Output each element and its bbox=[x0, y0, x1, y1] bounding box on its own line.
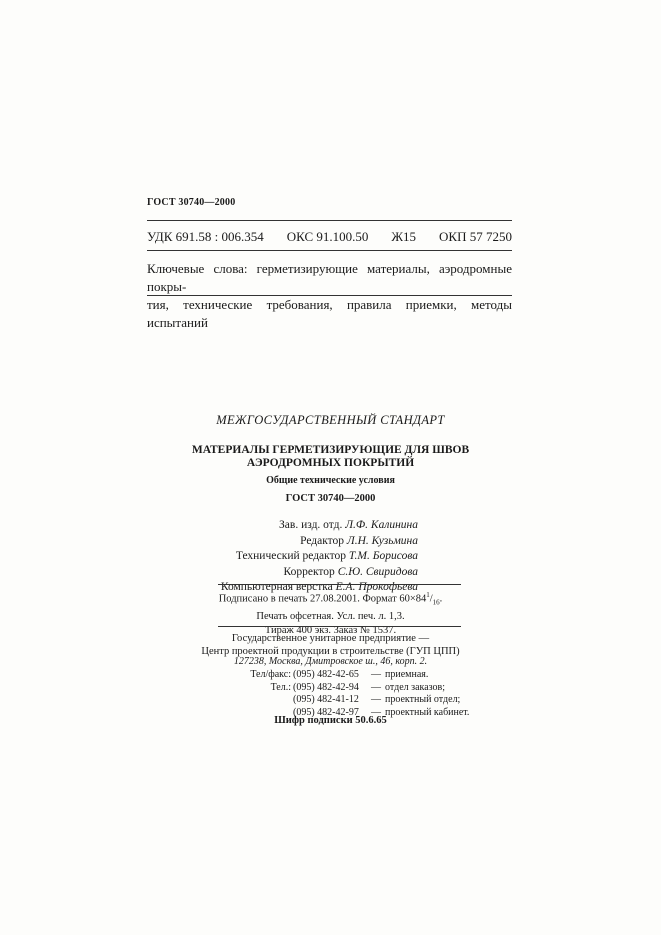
zh-code: Ж15 bbox=[391, 229, 417, 244]
credit-row bbox=[140, 565, 418, 581]
phone-list bbox=[243, 669, 469, 719]
phone-desc: проектный кабинет. bbox=[385, 706, 470, 718]
classification-codes bbox=[147, 229, 512, 245]
divider-credits bbox=[218, 584, 461, 585]
document-subtitle: Общие технические условия bbox=[266, 475, 395, 486]
phone-dash: — bbox=[371, 694, 381, 705]
header-standard-number: ГОСТ 30740—2000 bbox=[147, 197, 236, 208]
phone-label bbox=[243, 694, 293, 707]
signed-line: Подписано в печать 27.08.2001. Формат $60\times 84^1/_{16}$. bbox=[218, 591, 443, 607]
standard-kind: МЕЖГОСУДАРСТВЕННЫЙ СТАНДАРТ bbox=[216, 413, 445, 427]
phone-desc: проектный отдел; bbox=[385, 694, 461, 705]
keywords-line-2: тия, технические требования, правила приемки, методы испытаний bbox=[147, 297, 512, 330]
phone-label: Тел.: bbox=[270, 681, 291, 693]
subscription-code: Шифр подписки 50.6.65 bbox=[274, 715, 387, 726]
phone-label: Тел/факс: bbox=[250, 669, 291, 680]
phone-desc: отдел заказов; bbox=[385, 681, 446, 693]
credit-name: Т.М. Борисова bbox=[348, 550, 418, 562]
divider-printing bbox=[218, 626, 461, 627]
print-run-line: Тираж 400 экз. Заказ № 1537. bbox=[264, 624, 397, 636]
phone-dash: — bbox=[371, 669, 381, 680]
format-sup: 1 bbox=[426, 591, 430, 599]
phone-dash: — bbox=[371, 706, 381, 718]
phone-number: (095) 482-42-97 bbox=[293, 706, 359, 718]
publisher-address: 127238, Москва, Дмитровское ш., 46, корп. 2. bbox=[233, 656, 428, 667]
credit-name: Л.Ф. Калинина bbox=[345, 519, 418, 531]
phone-dash: — bbox=[371, 681, 381, 693]
signed-suffix: . bbox=[439, 593, 443, 605]
publisher-line-2: Центр проектной продукции в строительстве (ГУП ЦПП) bbox=[201, 645, 460, 657]
print-type-line: Печать офсетная. Усл. печ. л. 1,3. bbox=[256, 611, 405, 623]
credit-role: Компьютерная верстка bbox=[220, 581, 333, 593]
phone-number: (095) 482-42-65 bbox=[293, 669, 359, 680]
publisher-info bbox=[0, 633, 661, 658]
phone-desc: приемная. bbox=[385, 669, 429, 680]
printing-info bbox=[0, 589, 661, 637]
divider-top bbox=[147, 220, 512, 221]
credit-row bbox=[140, 549, 418, 565]
keywords bbox=[147, 260, 512, 332]
credit-name: Л.Н. Кузьмина bbox=[346, 534, 418, 547]
credit-row bbox=[140, 518, 418, 534]
phone-row bbox=[243, 682, 469, 695]
divider-codes bbox=[147, 250, 512, 251]
publisher-line-1: Государственное унитарное предприятие — bbox=[231, 633, 430, 644]
title-line-2: АЭРОДРОМНЫХ ПОКРЫТИЙ bbox=[246, 457, 415, 469]
credit-role: Технический редактор bbox=[235, 550, 346, 562]
credit-row bbox=[140, 534, 418, 550]
signed-text: Подписано в печать 27.08.2001. Формат 60×84 bbox=[218, 593, 427, 605]
credit-role: Зав. изд. отд. bbox=[279, 519, 343, 531]
divider-keywords bbox=[147, 295, 512, 296]
phone-row bbox=[243, 694, 469, 707]
document-title bbox=[0, 444, 661, 470]
credit-role: Редактор bbox=[300, 534, 345, 547]
title-line-1: МАТЕРИАЛЫ ГЕРМЕТИЗИРУЮЩИЕ ДЛЯ ШВОВ bbox=[191, 444, 470, 456]
phone-number: (095) 482-41-12 bbox=[293, 694, 359, 705]
phone-row bbox=[243, 669, 469, 682]
udk-code: УДК 691.58 : 006.354 bbox=[147, 229, 264, 244]
okp-code: ОКП 57 7250 bbox=[439, 229, 512, 244]
credit-name: С.Ю. Свиридова bbox=[337, 565, 418, 578]
oks-code: ОКС 91.100.50 bbox=[286, 229, 369, 244]
credit-name: Е.А. Прокофьева bbox=[335, 581, 418, 593]
phone-number: (095) 482-42-94 bbox=[293, 681, 359, 693]
format-sub: 16 bbox=[432, 598, 440, 607]
credit-role: Корректор bbox=[283, 565, 335, 578]
imprint-gost-number: ГОСТ 30740—2000 bbox=[285, 493, 376, 504]
keywords-line-1: Ключевые слова: герметизирующие материалы, аэродромные покры- bbox=[147, 261, 512, 294]
